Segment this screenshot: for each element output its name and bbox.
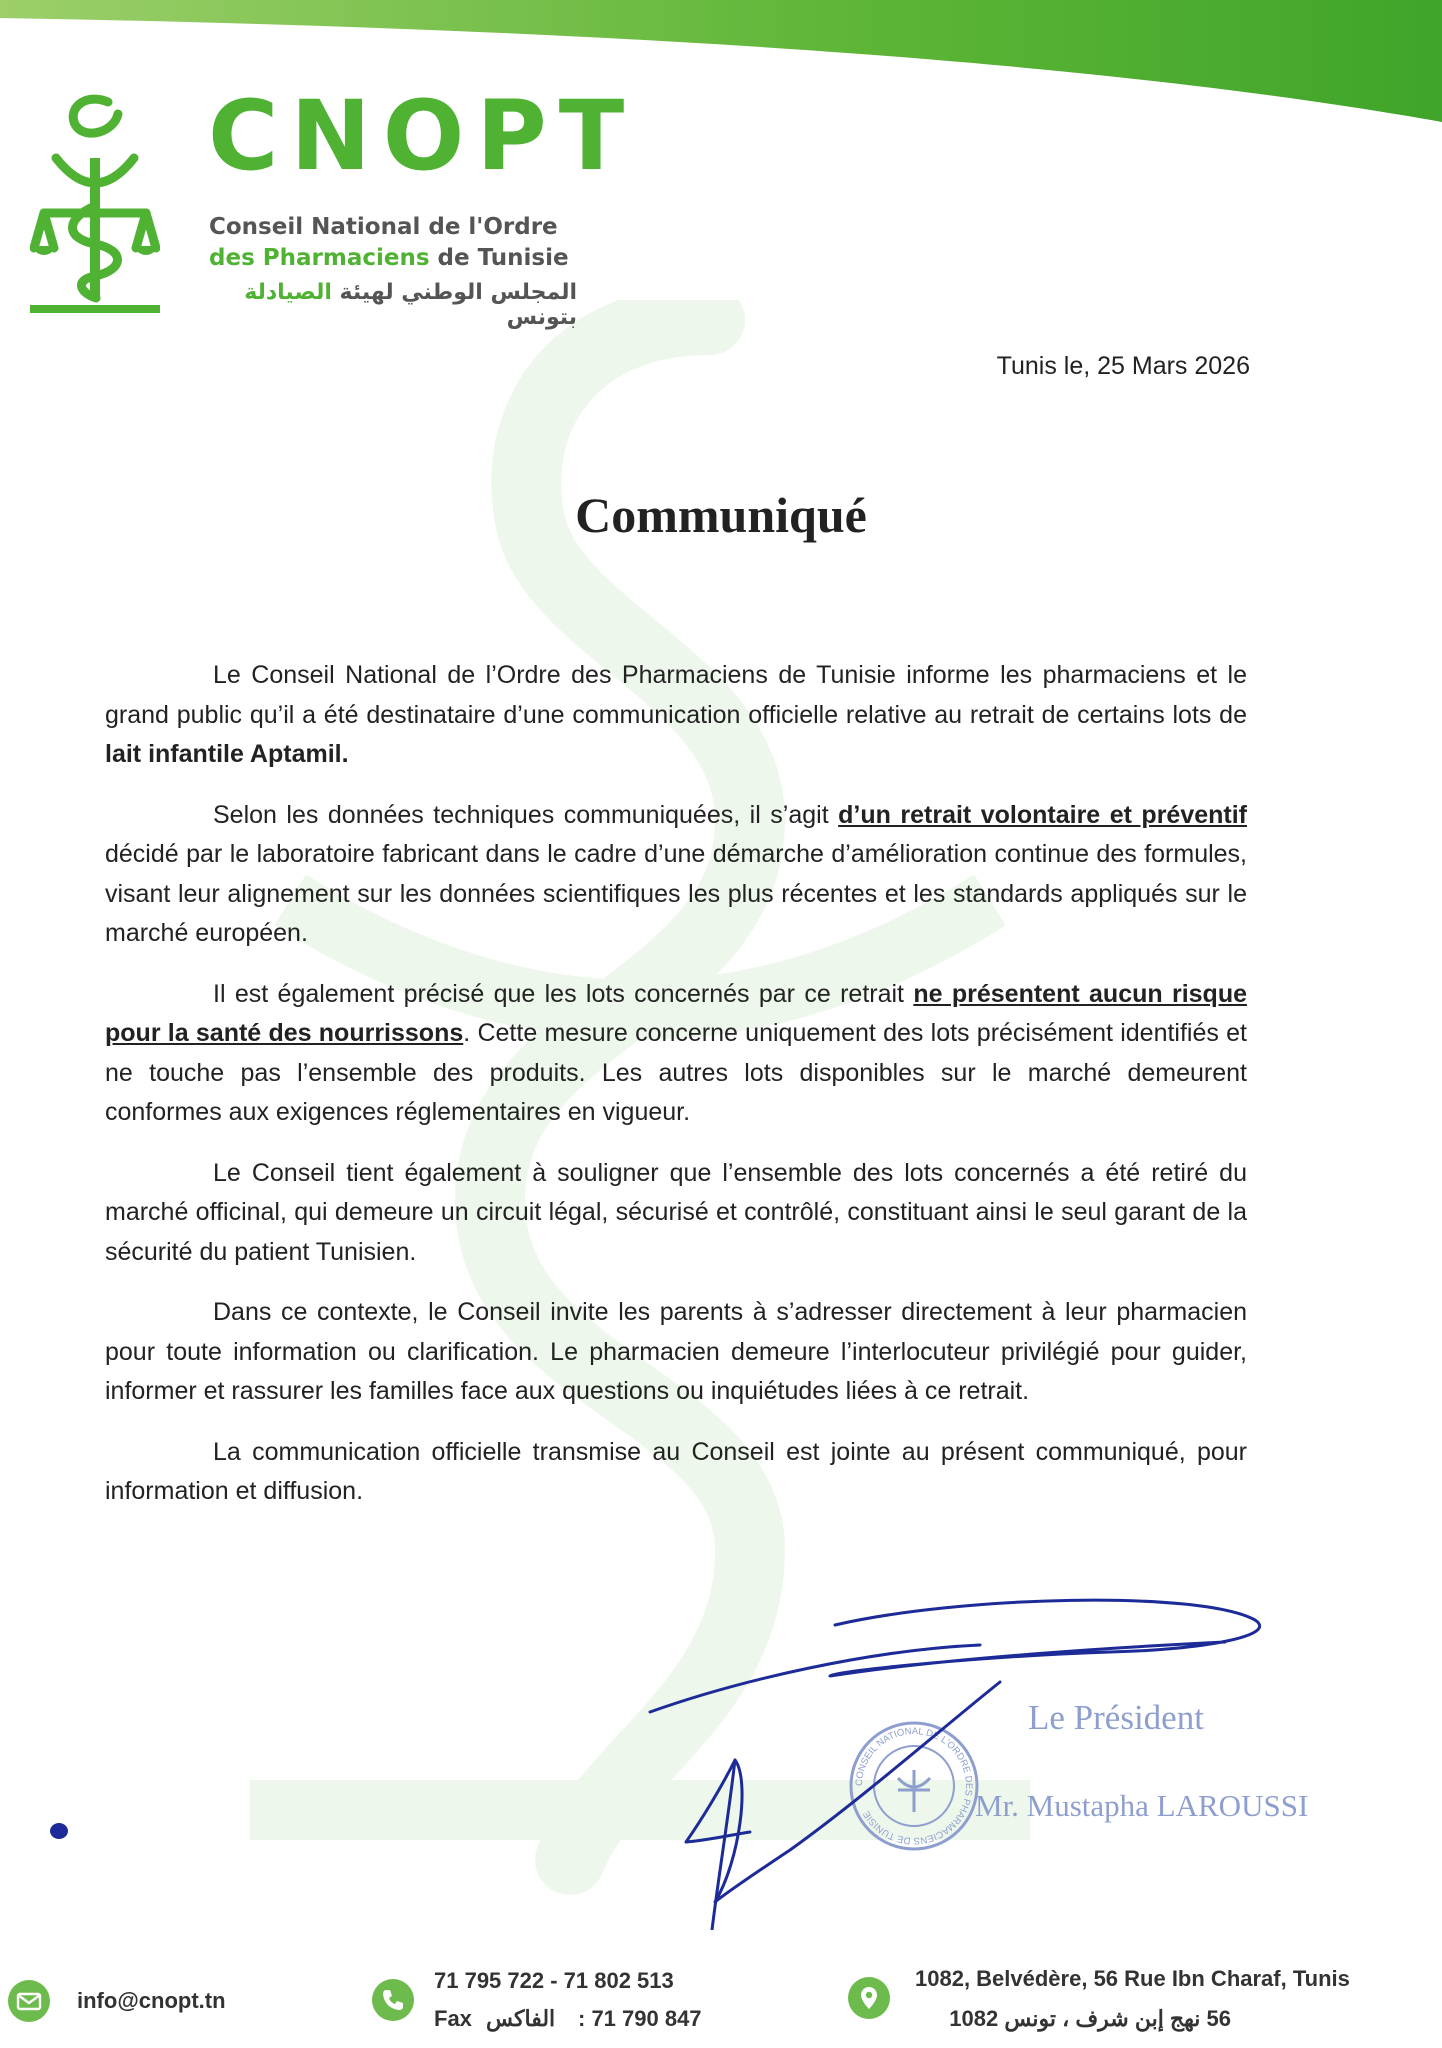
ink-dot	[50, 1823, 68, 1839]
recall-emphasis: d’un retrait volontaire et préventif	[838, 800, 1248, 829]
svg-text:CONSEIL NATIONAL DE L'ORDRE DE: CONSEIL NATIONAL DE L'ORDRE DES PHARMACIENS DE TUNISIE	[853, 1725, 975, 1847]
paragraph-5: Dans ce contexte, le Conseil invite les parents à s’adresser directement à leur pharmacien pour toute information ou clarification. Le pharmacien demeure l’interlocuteur privilégié pour guider, informer et rassurer les familles face aux questions ou inquiétudes liées à ce retrait.	[105, 1298, 1247, 1405]
logo-title: CNOPT	[208, 80, 637, 192]
location-pin-icon	[848, 1977, 890, 2019]
org-name-line-2	[209, 243, 569, 274]
footer-fax-number[interactable]: : 71 790 847	[578, 2006, 702, 2031]
footer-phone-numbers[interactable]: 71 795 722 - 71 802 513	[434, 1968, 674, 1993]
paragraph-3	[105, 975, 1247, 1133]
org-arabic-prefix: المجلس الوطني لهيئة	[331, 280, 577, 305]
org-name-green-part: des Pharmaciens	[209, 245, 430, 271]
paragraph-2-text-c: décidé par le laboratoire fabricant dans le cadre d’une démarche d’amélioration continue des formules, visant leur alignement sur les données scientifiques les plus récentes et les standards appliqués sur le marché européen.	[105, 840, 1247, 947]
footer-address-arabic: 56 نهج إبن شرف ، تونس 1082	[949, 2006, 1231, 2031]
organization-name-arabic	[209, 280, 577, 330]
footer-email[interactable]: info@cnopt.tn	[77, 1988, 226, 2013]
org-name-rest: de Tunisie	[429, 245, 569, 271]
paragraph-3-text-c: . Cette mesure concerne uniquement des lots précisément identifiés et ne touche pas l’ensemble des produits. Les autres lots disponibles sur le marché demeurent conformes aux exigences réglementaires en vigueur.	[105, 1019, 1247, 1126]
letter-body	[105, 656, 1247, 1533]
footer-address-french: 1082, Belvédère, 56 Rue Ibn Charaf, Tunis	[915, 1966, 1350, 1991]
footer-fax-label: Fax	[434, 2006, 472, 2031]
paragraph-4: Le Conseil tient également à souligner que l’ensemble des lots concernés a été retiré du marché officinal, qui demeure un circuit légal, sécurisé et contrôlé, constituant ainsi le seul garant de la sécurité du patient Tunisien.	[105, 1158, 1247, 1266]
phone-icon	[372, 1979, 414, 2021]
paragraph-1	[105, 656, 1247, 775]
email-icon	[8, 1980, 50, 2022]
product-name: lait infantile Aptamil.	[105, 740, 349, 768]
signatory-role: Le Président	[1028, 1698, 1204, 1737]
organization-name	[209, 212, 569, 274]
cnopt-logo-emblem	[30, 88, 160, 313]
paragraph-2-text-a: Selon les données techniques communiquées, il s’agit	[213, 800, 839, 829]
paragraph-2	[105, 796, 1247, 954]
org-arabic-green: الصيادلة	[244, 280, 332, 305]
no-risk-emphasis: ne présentent aucun risque pour la santé des nourrissons	[105, 979, 1248, 1047]
letter-date: Tunis le, 25 Mars 2026	[996, 352, 1250, 380]
paragraph-6: La communication officielle transmise au Conseil est jointe au présent communiqué, pour information et diffusion.	[105, 1437, 1247, 1505]
paragraph-3-text-a: Il est également précisé que les lots concernés par ce retrait	[213, 979, 914, 1008]
footer-fax-arabic-label: الفاكس	[486, 2006, 556, 2031]
org-arabic-suffix: بتونس	[506, 305, 577, 330]
org-name-line-1: Conseil National de l'Ordre	[209, 214, 558, 240]
handwritten-signature	[640, 1590, 1280, 1930]
signatory-name: Mr. Mustapha LAROUSSI	[975, 1788, 1309, 1823]
paragraph-1-text: Le Conseil National de l’Ordre des Pharmaciens de Tunisie informe les pharmaciens et le grand public qu’il a été destinataire d’une communication officielle relative au retrait de certains lots de	[105, 661, 1247, 729]
document-title: Communiqué	[575, 487, 867, 543]
